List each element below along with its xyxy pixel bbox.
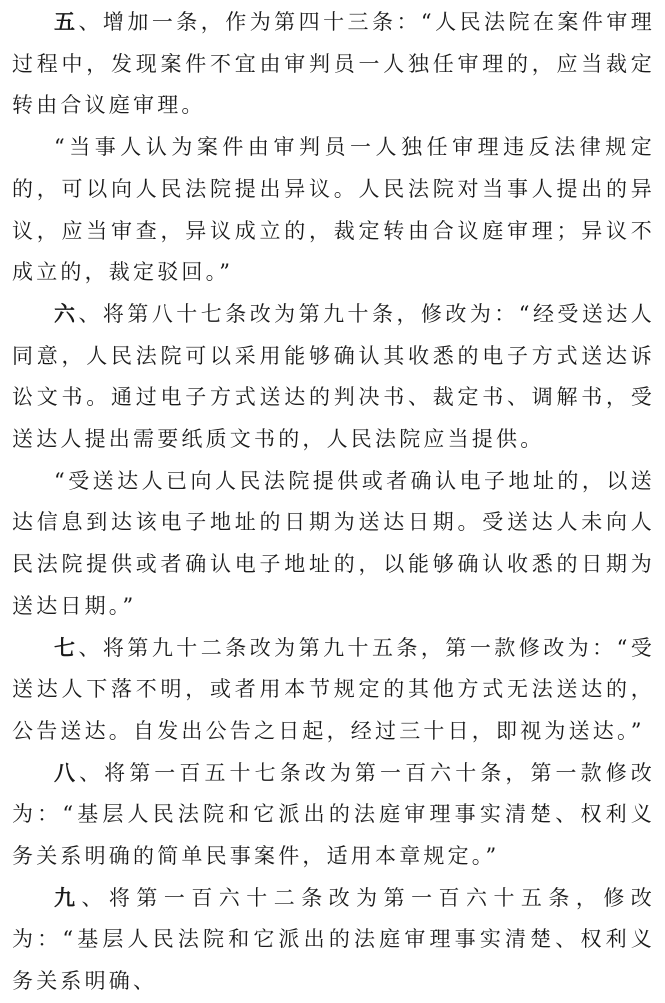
document-page	[0, 2, 665, 994]
article-8-text: 、将第一百五十七条改为第一百六十条，第一款修改为：“基层人民法院和它派出的法庭审理事实清楚、权利义务关系明确的简单民事案件，适用本章规定。”	[12, 760, 655, 869]
article-6-delivery-date-paragraph	[12, 461, 655, 628]
article-6-delivery-date-text: “受送达人已向人民法院提供或者确认电子地址的，以送达信息到达该电子地址的日期为送达日期。受送达人未向人民法院提供或者确认电子地址的，以能够确认收悉的日期为送达日期。”	[12, 468, 655, 618]
article-5-number: 五	[54, 10, 79, 34]
article-6-text: 、将第八十七条改为第九十条，修改为：“经受送达人同意，人民法院可以采用能够确认其收悉的电子方式送达诉讼文书。通过电子方式送达的判决书、裁定书、调解书，受送达人提出需要纸质文书的，人民法院应当提供。	[12, 301, 655, 452]
article-6-paragraph	[12, 294, 655, 461]
article-5-paragraph	[12, 2, 655, 127]
article-5-objection-text: “当事人认为案件由审判员一人独任审理违反法律规定的，可以向人民法院提出异议。人民法院对当事人提出的异议，应当审查，异议成立的，裁定转由合议庭审理；异议不成立的，裁定驳回。”	[12, 135, 655, 285]
article-9-text: 、将第一百六十二条改为第一百六十五条，修改为：“基层人民法院和它派出的法庭审理事实清楚、权利义务关系明确、	[12, 885, 655, 994]
article-9-number: 九	[54, 885, 82, 910]
article-7-paragraph	[12, 628, 655, 753]
article-5-text: 、增加一条，作为第四十三条：“人民法院在案件审理过程中，发现案件不宜由审判员一人独任审理的，应当裁定转由合议庭审理。	[12, 10, 655, 118]
article-6-number: 六	[54, 301, 79, 326]
article-7-text: 、将第九十二条改为第九十五条，第一款修改为：“受送达人下落不明，或者用本节规定的其他方式无法送达的，公告送达。自发出公告之日起，经过三十日，即视为送达。”	[12, 635, 655, 743]
article-5-objection-paragraph	[12, 127, 655, 294]
article-9-paragraph	[12, 878, 655, 1003]
article-8-number: 八	[54, 760, 80, 785]
article-8-paragraph	[12, 753, 655, 878]
article-7-number: 七	[54, 635, 79, 660]
